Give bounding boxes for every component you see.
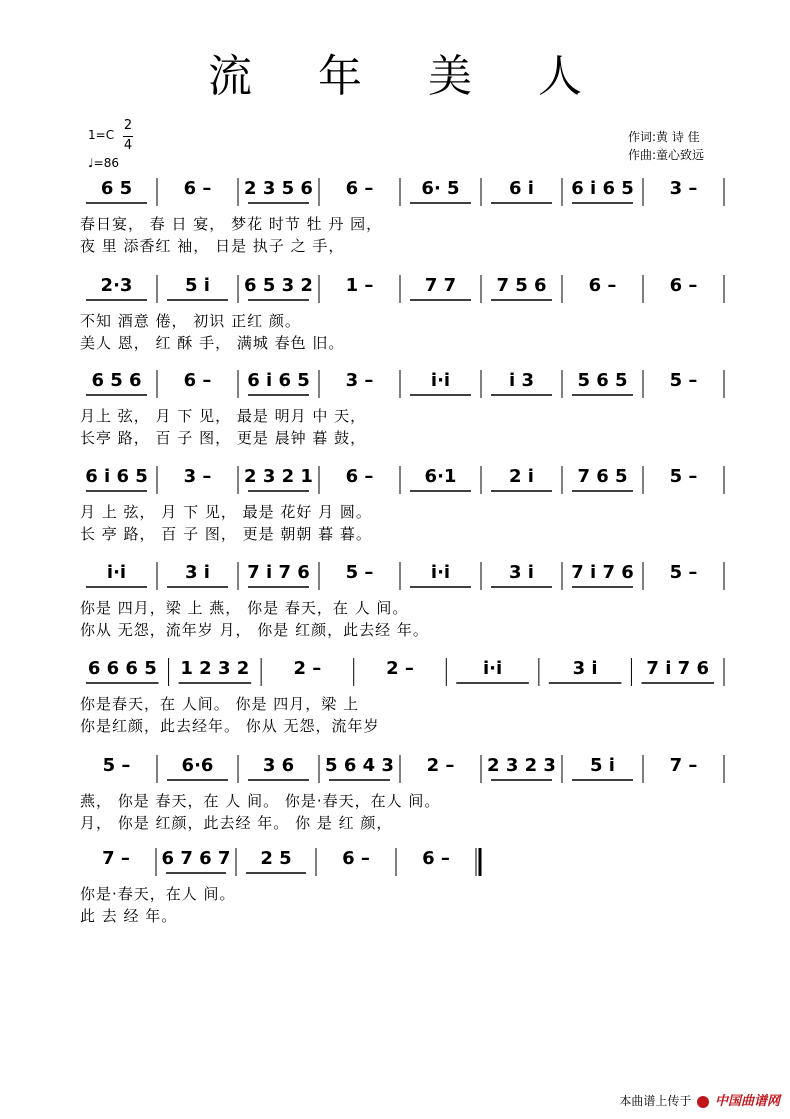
lyric-line-verse1: 月上 弦， 月 下 见， 最是 明月 中 天， (80, 407, 367, 425)
measure-notes: 3 i (509, 562, 534, 583)
footer-credit (619, 1090, 780, 1109)
measure-notes: 2 3 2 3 (487, 755, 556, 776)
measure-notes: 7 7 (424, 275, 457, 296)
measure-notes: 6 7 6 7 (161, 848, 231, 869)
measure-notes: i·i (106, 562, 127, 583)
measure-notes: 2 3 2 1 (244, 466, 313, 487)
lyric-line-verse2: 夜 里 添香红 袖， 日是 执子 之 手， (80, 237, 345, 255)
measure-notes: 7 i 7 6 (646, 658, 709, 679)
measure-notes: 1 – (345, 275, 374, 296)
measure-notes: 6 5 (100, 178, 133, 199)
staff-system (0, 848, 790, 938)
measure-notes: 1 2 3 2 (180, 658, 250, 679)
staff-system (0, 755, 790, 845)
measure-notes: i·i (482, 658, 503, 679)
lyric-line-verse2: 美人 恩， 红 酥 手， 满城 春色 旧。 (80, 334, 345, 352)
measure-notes: 7 i 7 6 (571, 562, 634, 583)
lyric-line-verse1: 不知 酒意 倦， 初识 正红 颜。 (80, 312, 301, 330)
measure-notes: 6 – (345, 466, 374, 487)
lyric-line-verse2: 此 去 经 年。 (80, 907, 178, 925)
measure-notes: 6 – (183, 178, 212, 199)
tempo-value: =86 (93, 156, 119, 170)
measure-notes: 3 – (183, 466, 212, 487)
measure-notes: 5 – (669, 370, 698, 391)
measure-notes: 6 i (509, 178, 534, 199)
lyric-line-verse1: 燕， 你是 春天，在 人 间。 你是·春天，在人 间。 (80, 792, 441, 810)
measure-notes: 7 6 5 (577, 466, 628, 487)
lyric-line-verse1: 月 上 弦， 月 下 见， 最是 花好 月 圆。 (80, 503, 372, 521)
measure-notes: 6 – (422, 848, 450, 869)
lyric-line-verse2: 长亭 路， 百 子 图， 更是 晨钟 暮 鼓， (80, 429, 367, 447)
song-title: 流 年 美 人 (208, 51, 608, 102)
measure-notes: 6 i 6 5 (571, 178, 634, 199)
tempo-marking (88, 156, 119, 170)
measure-notes: 5 i (185, 275, 210, 296)
measure-notes: 5 i (590, 755, 615, 776)
quarter-note-icon: ♩ (88, 156, 94, 170)
key-signature: 1=C (88, 128, 115, 142)
staff-system (0, 275, 790, 365)
measure-notes: 6 – (183, 370, 212, 391)
footer-text: 本曲谱上传于 (619, 1094, 692, 1108)
measure-notes: 6·6 (181, 755, 214, 776)
measure-notes: 5 – (102, 755, 131, 776)
measure-notes: 3 i (185, 562, 210, 583)
lyricist-credit: 作词:黄 诗 佳 (628, 130, 700, 144)
time-divider (123, 136, 133, 137)
measure-notes: 7 – (102, 848, 130, 869)
time-numerator: 2 (123, 118, 133, 133)
measure-notes: 7 5 6 (496, 275, 547, 296)
measure-notes: 3 i (572, 658, 598, 679)
measure-notes: 2 – (386, 658, 414, 679)
staff-system (0, 562, 790, 652)
measure-notes: 5 – (669, 466, 698, 487)
measure-notes: i·i (430, 562, 451, 583)
lyric-line-verse2: 长 亭 路， 百 子 图， 更是 朝朝 暮 暮。 (80, 525, 372, 543)
measure-notes: 5 6 4 3 (325, 755, 394, 776)
footer-brand: 中国曲谱网 (714, 1094, 780, 1109)
measure-notes: 3 – (669, 178, 698, 199)
staff-system (0, 370, 790, 460)
lyric-line-verse2: 你是红颜，此去经年。 你从 无怨，流年岁 (80, 717, 380, 735)
composer-credit: 作曲:童心致远 (628, 148, 705, 162)
measure-notes: 3 – (345, 370, 374, 391)
measure-notes: 6· 5 (421, 178, 460, 199)
lyric-line-verse1: 你是·春天，在人 间。 (80, 885, 236, 903)
measure-notes: 6·1 (424, 466, 457, 487)
staff-system (0, 658, 790, 748)
measure-notes: 6 – (342, 848, 370, 869)
measure-notes: 2 5 (260, 848, 292, 869)
lyric-line-verse1: 你是春天，在 人间。 你是 四月，梁 上 (80, 695, 360, 713)
time-denominator: 4 (123, 138, 133, 153)
measure-notes: 6 – (345, 178, 374, 199)
measure-notes: 2 – (293, 658, 322, 679)
lyric-line-verse2: 你从 无怨，流年岁 月， 你是 红颜，此去经 年。 (80, 621, 429, 639)
lyric-line-verse1: 你是 四月，梁 上 燕， 你是 春天，在 人 间。 (80, 599, 409, 617)
measure-notes: i·i (430, 370, 451, 391)
staff-system (0, 466, 790, 556)
measure-notes: 2·3 (100, 275, 133, 296)
measure-notes: 5 – (345, 562, 374, 583)
measure-notes: 3 6 (262, 755, 295, 776)
measure-notes: 6 5 3 2 (244, 275, 313, 296)
measure-notes: 6 i 6 5 (85, 466, 148, 487)
site-logo-icon (697, 1096, 709, 1108)
measure-notes: 2 3 5 6 (244, 178, 313, 199)
measure-notes: 6 i 6 5 (247, 370, 310, 391)
measure-notes: 2 i (509, 466, 534, 487)
lyric-line-verse1: 春日宴， 春 日 宴， 梦花 时节 牡 丹 园， (80, 215, 383, 233)
measure-notes: 5 6 5 (577, 370, 628, 391)
measure-notes: 7 i 7 6 (247, 562, 310, 583)
measure-notes: 6 5 6 (91, 370, 142, 391)
measure-notes: 6 – (669, 275, 698, 296)
staff-system (0, 178, 790, 268)
lyric-line-verse2: 月， 你是 红颜，此去经 年。 你 是 红 颜， (80, 814, 393, 832)
measure-notes: 5 – (669, 562, 698, 583)
measure-notes: i 3 (509, 370, 534, 391)
measure-notes: 7 – (669, 755, 698, 776)
measure-notes: 6 – (588, 275, 617, 296)
measure-notes: 6 6 6 5 (87, 658, 157, 679)
measure-notes: 2 – (426, 755, 455, 776)
